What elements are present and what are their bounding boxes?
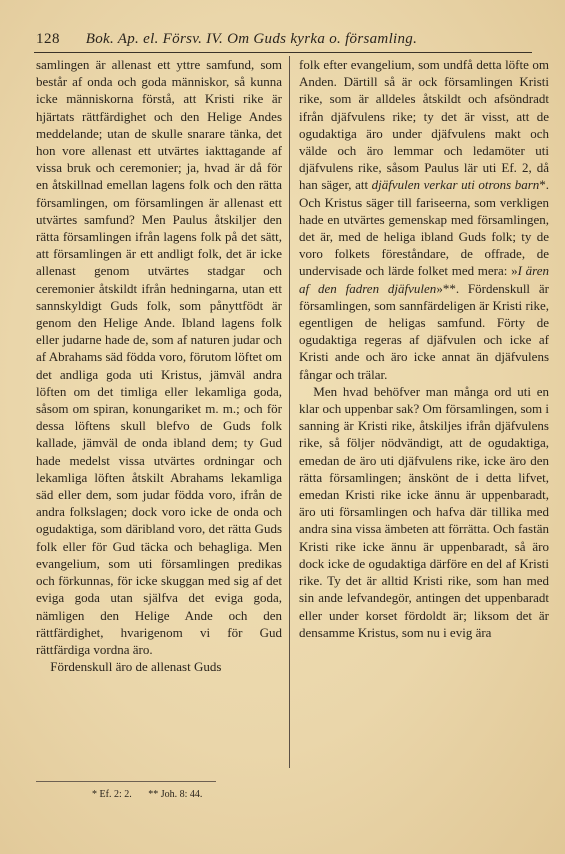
page-number: 128 [36, 31, 60, 47]
right-p1-text-1: folk efter evangelium, som undfå detta löfte om Anden. Därtill så är ock församlingen Kristi rike, som är alldeles åtskildt och afsöndradt ifrån djäfvulens rike; ty det är visst, att de ogudaktiga äro under djäfvulens makt och välde och äro lemmar och ledamöter uti djäfvulens rike, såsom Paulus lär uti Ef. 2, då han säger, att [299, 57, 549, 193]
right-p2-text-1: Men hvad behöfver man många ord uti en klar och uppenbar sak? Om församlingen, som i sanning är Kristi rike, åtskiljes ifrån djäfvulens rike, så följer nödvändigt, att de ogudaktiga, emedan de äro uti djäfvulens rike, icke äro den rätta församlingen; änskönt de i detta lifvet, emedan Kristi rike icke ännu är uppenbaradt, äro uti församlingen och hafva där tillika med andra sina vissa ämbeten att förrätta. Och fastän Kristi rike icke ännu är uppenbaradt, så äro dock icke de ogudaktiga därföre en del af Kristi rike. Ty det är alltid Kristi rike, som han med sin ande lefvandegör, antingen det uppenbaradt eller under korset fördoldt är; liksom det är densamme Kristus, som nu i evig ära [299, 383, 549, 640]
footnote-rule [36, 781, 216, 782]
right-column [299, 56, 549, 772]
header-rule [34, 52, 532, 53]
right-p1-text-3: »**. Fördenskull är församlingen, som sannfärdeligen är Kristi rike, egentligen de heligas samfund. Förty de ogudaktiga regeras af djäfvulen och icke af Kristi ande och äro icke annat än djäfvulens fångar och trälar. [299, 280, 549, 382]
left-paragraph-2: Fördenskull äro de allenast Guds [50, 659, 222, 675]
right-paragraph-2 [299, 383, 549, 641]
left-column [36, 56, 282, 772]
left-paragraph-1: samlingen är allenast ett yttre samfund, som består af onda och goda människor, så kunna icke människorna förstå, att Kristi rike är hjärtats rättfärdighet och den Helige Andes meddelande; utan de skulle snarare tänka, det hon vore allenast ett utvärtes iakttagande af vissa bruk och ceremonier; ja, hvad är då för en åtskillnad emellan lagens folk och den rätta församlingen, om församlingen är allenast ett utvärtes samfund? Men Paulus åtskiljer den rätta församlingen ifrån lagens folk på det sätt, att församlingen är ett andligt folk, det är icke allenast genom utvärtes stadgar och ceremonier åtskildt ifrån hedningarna, utan ett sannskyldigt Guds folk, som pånyttfödt är genom den Helige Ande. Ibland lagens folk eller judarne hade de, som af naturen judar och af Abrahams säd födda voro, förutom löftet om det andliga goda uti Kristus, jämväl andra löften om det timliga eller lekamliga goda, såsom om spiran, konungariket m. m.; och för dessa löftens skull blefvo de Guds folk kallade, jämväl de onda ibland dem; ty Gud hade medelst vissa utvärtes ordningar och lekamliga löften åtskilt Abrahams lekamliga säd eller dem, som judar födda voro, ifrån de andra folkslagen; dock voro icke de onda och ogudaktiga, som däribland voro, det rätta Guds folk eller för Gud täcka och behagliga. Men evangelium, som uti församlingen predikas och förkunnas, för icke skuggan med sig af det eviga goda utan själfva det eviga goda, nämligen den Helige Ande och den rättfärdighet, hvarigenom vi för Gud rättfärdiga vordna äro. [36, 57, 282, 657]
page-header [36, 28, 531, 50]
right-p1-quote-1: djäfvulen verkar uti otrons barn [371, 177, 540, 193]
footnote-1: * Ef. 2: 2. [92, 789, 132, 800]
right-p1-quote-2: I ären af den fadren djäfvulen [299, 263, 549, 296]
right-p1-text-2: *. Och Kristus säger till fariseerna, som verkligen hade en utvärtes gemenskap med församlingen, det är, med de heliga ibland Guds folk; ty de voro folkets föreståndare, de offrade, de undervisade och lärde folket med mera: » [299, 177, 549, 279]
column-divider [289, 56, 290, 768]
footnotes [92, 788, 512, 804]
right-paragraph-1 [299, 56, 549, 383]
footnote-2: ** Joh. 8: 44. [148, 789, 203, 800]
running-head: Bok. Ap. el. Försv. IV. Om Guds kyrka o. församling. [85, 31, 418, 47]
